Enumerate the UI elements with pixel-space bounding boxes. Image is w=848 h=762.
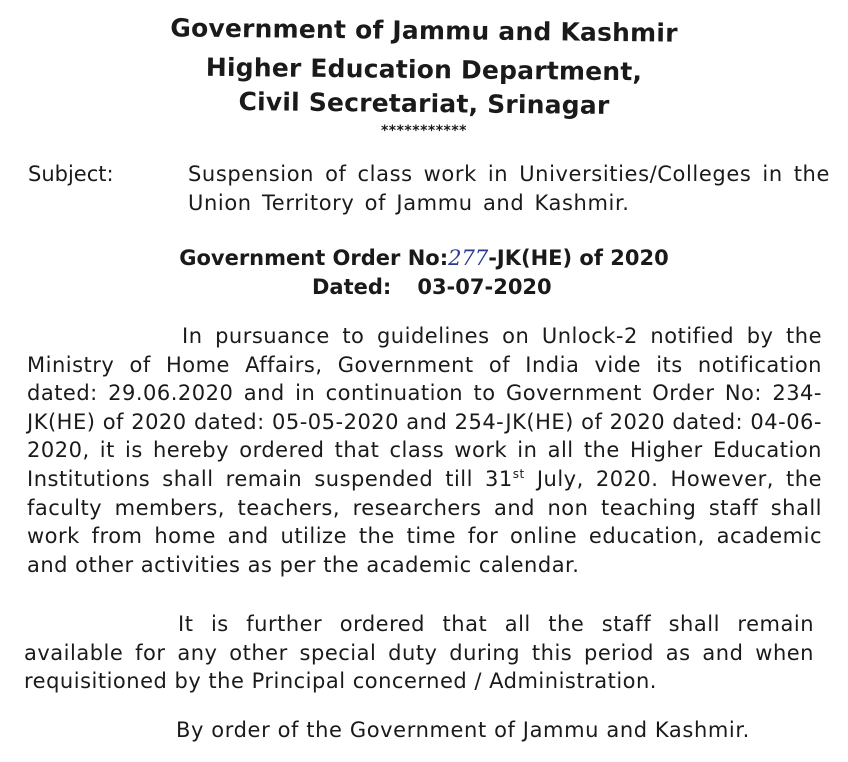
- subject-label: Subject:: [28, 162, 114, 186]
- para1-superscript: st: [512, 466, 525, 481]
- para1-text-before: In pursuance to guidelines on Unlock-2 notified by the Ministry of Home Affairs, Government of India vide its notification dated: 29.06.2020 and in continuation to Government Order No: 234-JK(HE) of 2020 dated: 05-05-2020 and 254-JK(HE) of 2020 dated: 04-06-2020, it is hereby ordered that class work in all the Higher Education Institutions shall remain suspended till 31: [27, 324, 822, 491]
- header-secretariat: Civil Secretariat, Srinagar: [238, 87, 610, 120]
- subject-text: Suspension of class work in Universities/Colleges in the Union Territory of Jammu and Kashmir.: [188, 162, 830, 215]
- para1-text-after: July, 2020. However, the faculty members, teachers, researchers and non teaching staff shall work from home and utilize the time for online education, academic and other activities as per the academic calendar.: [27, 466, 822, 577]
- dated-label: Dated:: [312, 275, 392, 299]
- header-separator: ***********: [380, 123, 468, 139]
- body-paragraph-1: [27, 322, 822, 579]
- order-prefix: Government Order No:: [179, 246, 449, 270]
- order-suffix: -JK(HE) of 2020: [488, 246, 669, 270]
- dated-value: 03-07-2020: [417, 275, 552, 299]
- order-number-line: [0, 244, 848, 272]
- header-department: Higher Education Department,: [205, 52, 643, 87]
- header-government-name: Government of Jammu and Kashmir: [170, 13, 678, 48]
- order-date-line: [312, 273, 552, 301]
- order-number-handwritten: 277: [448, 246, 489, 270]
- closing-line: By order of the Government of Jammu and Kashmir.: [176, 718, 750, 742]
- body-paragraph-2: It is further ordered that all the staff shall remain available for any other special duty during this period as and when requisitioned by the Principal concerned / Administration.: [24, 612, 814, 694]
